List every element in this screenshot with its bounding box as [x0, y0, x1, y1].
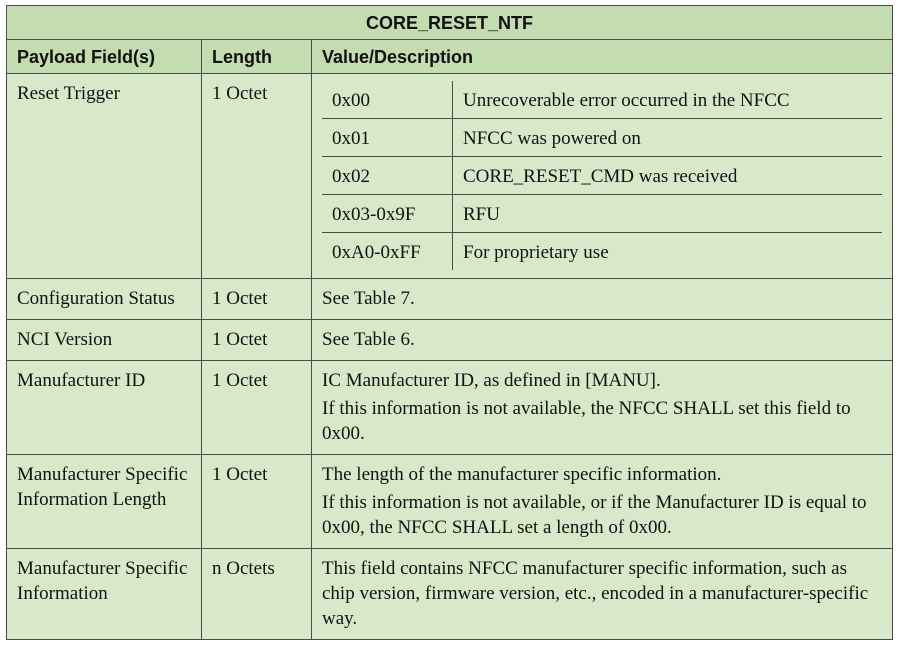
header-value-description: Value/Description [312, 40, 893, 74]
field-description: See Table 7. [312, 279, 893, 320]
table-title: CORE_RESET_NTF [7, 6, 893, 40]
table-title-row [7, 6, 893, 40]
field-name: Manufacturer ID [7, 361, 202, 455]
value-desc: For proprietary use [463, 242, 609, 263]
value-row [322, 233, 882, 271]
field-name: Manufacturer Specific Information [7, 549, 202, 640]
field-length: 1 Octet [202, 361, 312, 455]
value-code: 0xA0-0xFF [322, 233, 453, 271]
value-code: 0x02 [322, 157, 453, 195]
table-row-manufacturer-id [7, 361, 893, 455]
description-line: If this information is not available, or if the Manufacturer ID is equal to 0x00, the NFCC SHALL set a length of 0x00. [322, 492, 867, 538]
header-row [7, 40, 893, 74]
field-description [312, 455, 893, 549]
table-row-configuration-status [7, 279, 893, 320]
value-row [322, 157, 882, 195]
value-row [322, 119, 882, 157]
value-code: 0x01 [322, 119, 453, 157]
field-description [312, 361, 893, 455]
value-desc: NFCC was powered on [453, 119, 883, 157]
field-name: NCI Version [7, 320, 202, 361]
table-row-reset-trigger [7, 74, 893, 279]
value-list [312, 74, 893, 279]
field-name: Configuration Status [7, 279, 202, 320]
value-row [322, 195, 882, 233]
field-length: n Octets [202, 549, 312, 640]
field-name: Manufacturer Specific Information Length [7, 455, 202, 549]
field-length: 1 Octet [202, 320, 312, 361]
description-line: If this information is not available, the NFCC SHALL set this field to 0x00. [322, 398, 851, 444]
header-payload-fields: Payload Field(s) [7, 40, 202, 74]
header-length: Length [202, 40, 312, 74]
value-code: 0x03-0x9F [322, 195, 453, 233]
field-description: See Table 6. [312, 320, 893, 361]
value-desc: Unrecoverable error occurred in the NFCC [453, 81, 883, 119]
field-description: This field contains NFCC manufacturer specific information, such as chip version, firmware version, etc., encoded in a manufacturer-specific way. [312, 549, 893, 640]
reset-trigger-values [322, 81, 882, 270]
value-code: 0x00 [322, 81, 453, 119]
table-row-msi-length [7, 455, 893, 549]
field-length: 1 Octet [202, 455, 312, 549]
value-row [322, 81, 882, 119]
value-desc: CORE_RESET_CMD was received [453, 157, 883, 195]
field-name: Reset Trigger [7, 74, 202, 279]
core-reset-ntf-table [6, 5, 893, 640]
value-desc: RFU [453, 195, 883, 233]
table-row-msi [7, 549, 893, 640]
field-length: 1 Octet [202, 279, 312, 320]
description-line: The length of the manufacturer specific information. [322, 464, 722, 485]
field-length: 1 Octet [202, 74, 312, 279]
table-row-nci-version [7, 320, 893, 361]
description-line: IC Manufacturer ID, as defined in [MANU]. [322, 370, 661, 391]
